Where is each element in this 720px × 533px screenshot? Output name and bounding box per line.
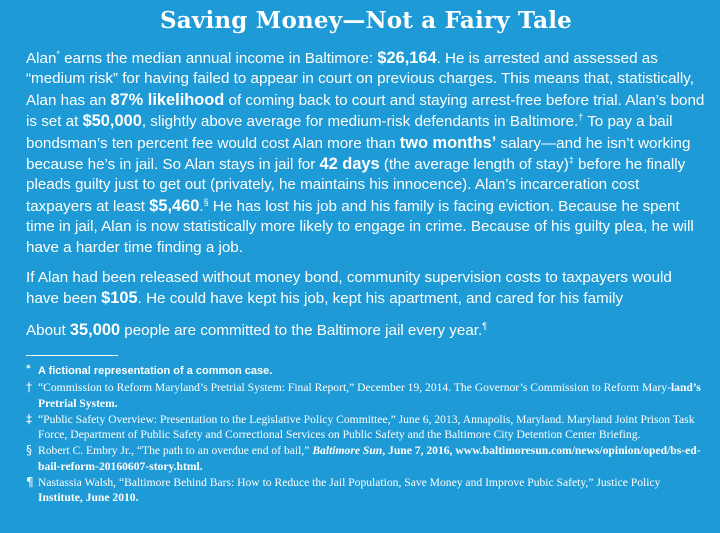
footnote-text: “Public Safety Overview: Presentation to the Legislative Policy Committee,” June 6, 2013, Annapolis, Maryland. Maryland Joint Prison Task Force, Department of Public Safety and Correctional Services on Public Safety and the Baltimore City Detention Center Briefing. — [38, 412, 695, 442]
paragraph-annual-count — [26, 320, 706, 341]
footnote-double-dagger — [26, 412, 706, 442]
jail-days-figure: 42 days — [319, 155, 380, 174]
footnote-divider — [26, 355, 118, 356]
footnote-marker-pilcrow: ¶ — [482, 320, 488, 331]
text-span: He has lost his job and his family is facing eviction. Because he spent time in jail, Alan is now statistically more likely to engage in crime. Because of his guilty plea, he will have a harder time finding a job. — [26, 197, 694, 256]
text-span: To pay a bail bondsman’s ten percent fee would cost Alan more than — [26, 113, 673, 152]
text-span: Alan — [26, 50, 57, 67]
footnote-text: land’s Pretrial System. — [38, 381, 701, 410]
footnote-mark: § — [26, 443, 32, 458]
bond-figure: $50,000 — [82, 112, 142, 131]
footnote-marker-star: * — [56, 49, 60, 59]
text-span: About — [26, 321, 70, 339]
footnote-section — [26, 443, 706, 473]
text-span: salary—and he isn’t working because he’s in jail. So Alan stays in jail for — [26, 134, 691, 174]
text-span: before he finally pleads guilty just to get out (privately, he maintains his innocence). Alan’s incarceration cost taxpayers at least — [26, 156, 686, 215]
annual-count-figure: 35,000 — [69, 320, 121, 339]
likelihood-figure: 87% likelihood — [110, 90, 225, 109]
text-span: . He is arrested and assessed as “medium risk” for having failed to appear in court on previous charges. This means that, statistically, Alan has an — [26, 50, 694, 109]
two-months-figure: two months’ — [399, 133, 497, 152]
text-span: earns the median annual income in Baltimore: — [59, 50, 378, 67]
panel-title: Saving Money—Not a Fairy Tale — [159, 7, 573, 34]
paragraph-alan-story — [26, 48, 706, 258]
footnote-text: “Commission to Reform Maryland’s Pretrial System: Final Report,” December 19, 2014. The Governor’s Commission to Reform Mary- — [38, 381, 671, 395]
text-span: If Alan had been released without money bond, community supervision costs to taxpayers would have been — [26, 269, 672, 308]
footnote-marker-section: § — [203, 196, 209, 207]
median-income-figure: $26,164 — [377, 49, 437, 67]
text-span: . — [199, 197, 204, 215]
footnote-mark: ‡ — [26, 411, 32, 426]
footnote-star — [26, 364, 706, 379]
text-span: . He could have kept his job, kept his apartment, and cared for his family — [137, 290, 624, 308]
paragraph-alternative — [26, 268, 706, 310]
footnote-text: Nastassia Walsh, “Baltimore Behind Bars: How to Reduce the Jail Population, Save Money and Improve Pubic Safety,” Justice Policy — [38, 475, 661, 489]
footnote-mark: ¶ — [26, 474, 34, 489]
footnote-mark: † — [26, 380, 32, 395]
text-span: people are committed to the Baltimore jail every year. — [120, 321, 483, 339]
footnote-text: Robert C. Embry Jr., “The path to an overdue end of bail,” — [38, 444, 313, 458]
footnote-dagger — [26, 380, 706, 410]
footnote-source-title: Baltimore Sun — [312, 444, 383, 458]
footnote-text: A fictional representation of a common case. — [38, 365, 273, 378]
footnote-marker-double-dagger: ‡ — [568, 155, 574, 166]
text-span: of coming back to court and staying arrest-free before trial. Alan’s bond is set at — [26, 91, 705, 131]
supervision-cost-figure: $105 — [101, 289, 138, 308]
footnote-text: Institute, June 2010. — [38, 490, 139, 504]
footnote-mark: * — [26, 364, 31, 375]
footnotes — [26, 364, 706, 505]
text-span: , slightly above average for medium-risk defendants in Baltimore. — [141, 113, 579, 131]
footnote-marker-dagger: † — [578, 112, 584, 123]
footnote-text: , June 7, 2016, www.baltimoresun.com/news/opinion/oped/bs-ed-bail-reform-20160607-story.html. — [38, 444, 701, 473]
footnote-pilcrow — [26, 475, 706, 505]
incarceration-cost-figure: $5,460 — [149, 196, 200, 215]
text-span: (the average length of stay) — [379, 156, 569, 174]
